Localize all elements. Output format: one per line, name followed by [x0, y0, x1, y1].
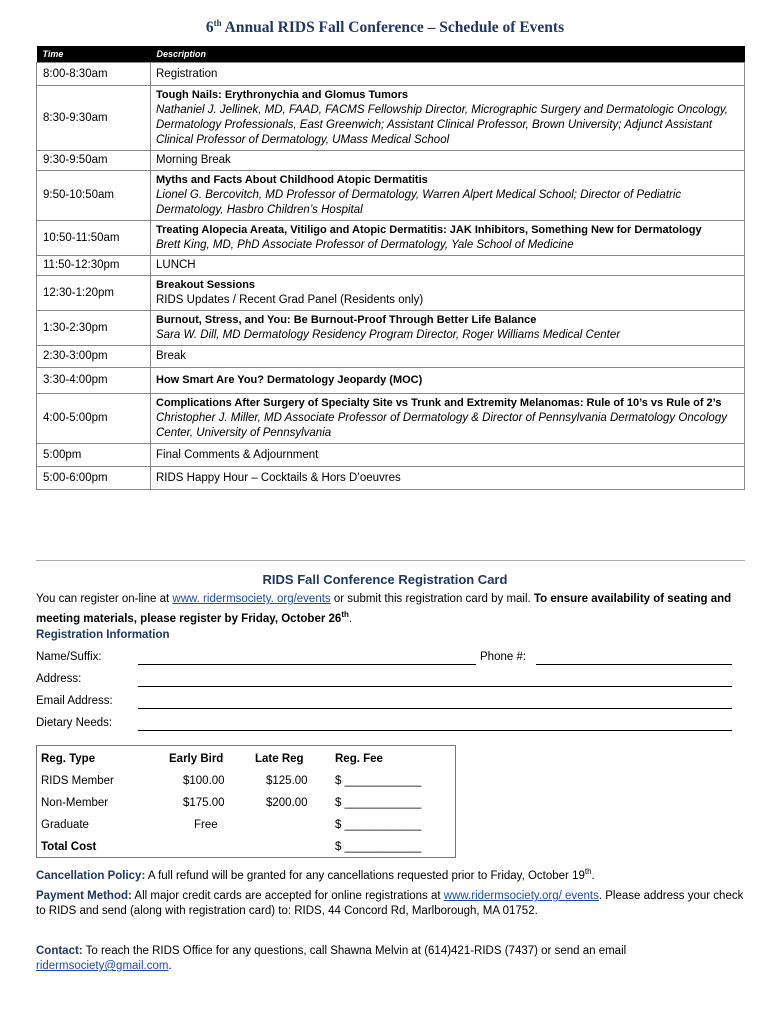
table-row: 2:30-3:00pm Break — [37, 346, 745, 368]
speaker: Lionel G. Bercovitch, MD Professor of Dermatology, Warren Alpert Medical School; Director of Pediatric Dermatology, Hasbro Children’s Hospital — [156, 189, 682, 216]
table-row: 9:50-10:50am Myths and Facts About Childhood Atopic Dermatitis Lionel G. Bercovitch, MD Professor of Dermatology, Warren Alpert Medical School; Director of Pediatric Dermatology, Hasbro Children’s Hospital — [37, 171, 745, 221]
talk-title: Tough Nails: Erythronychia and Glomus Tumors — [156, 89, 409, 101]
speaker: Nathaniel J. Jellinek, MD, FAAD, FACMS Fellowship Director, Micrographic Surgery and Dermatologic Oncology, Dermatology Professionals, East Greenwich; Assistant Clinical Professor, Brown University; Adjunct Assistant Clinical Professor of Dermatology, UMass Medical School — [156, 104, 729, 146]
table-row: 8:30-9:30am Tough Nails: Erythronychia and Glomus Tumors Nathaniel J. Jellinek, MD, FAAD, FACMS Fellowship Director, Micrographic Surgery and Dermatologic Oncology, Dermatology Professionals, East Greenwich; Assistant Clinical Professor, Brown University; Adjunct Assistant Clinical Professor of Dermatology, UMass Medical School — [37, 86, 745, 151]
table-row: RIDS Member $100.00 $125.00 $ ____________ — [41, 775, 422, 787]
cancellation-policy: Cancellation Policy: A full refund will be granted for any cancellations requested prior to Friday, October 19th. — [36, 867, 595, 882]
speaker: Sara W. Dill, MD Dermatology Residency Program Director, Roger Williams Medical Center — [156, 329, 621, 341]
talk-title: Burnout, Stress, and You: Be Burnout-Proof Through Better Life Balance — [156, 314, 537, 326]
speaker: Christopher J. Miller, MD Associate Professor of Dermatology & Director of Pennsylvania Dermatology Oncology Center, University of Pennsylvania — [156, 412, 727, 439]
address-field[interactable] — [138, 685, 732, 687]
schedule-header-row — [37, 46, 745, 63]
table-row: 9:30-9:50am Morning Break — [37, 151, 745, 171]
speaker: Brett King, MD, PhD Associate Professor of Dermatology, Yale School of Medicine — [156, 239, 574, 251]
total-row: Total Cost $ ____________ — [41, 841, 422, 853]
contact-email-link[interactable]: ridermsociety@gmail.com — [36, 960, 169, 972]
talk-title: Breakout Sessions — [156, 279, 256, 291]
table-row: 11:50-12:30pm LUNCH — [37, 256, 745, 276]
phone-field[interactable] — [536, 663, 732, 665]
fee-table — [36, 745, 456, 858]
name-label: Name/Suffix: — [36, 651, 102, 663]
fee-input[interactable]: $ ____________ — [335, 775, 422, 787]
talk-title: Complications After Surgery of Specialty Site vs Trunk and Extremity Melanomas: Rule of 10’s vs Rule of 2’s — [156, 397, 722, 409]
payment-method: Payment Method: All major credit cards are accepted for online registrations at www.ridermsociety.org/ events. Please address your check to RIDS and send (along with registration card) to: RIDS, 44 Concord Rd, Marlborough, MA 01752. — [36, 890, 744, 917]
table-row: 10:50-11:50am Treating Alopecia Areata, Vitiligo and Atopic Dermatitis: JAK Inhibitors, Something New for Dermatology Brett King, MD, PhD Associate Professor of Dermatology, Yale School of Medicine — [37, 221, 745, 256]
talk-title: Myths and Facts About Childhood Atopic Dermatitis — [156, 174, 428, 186]
payment-link[interactable]: www.ridermsociety.org/ events — [443, 890, 599, 902]
register-link[interactable]: www. ridermsociety. org/events — [172, 593, 331, 605]
dietary-label: Dietary Needs: — [36, 717, 113, 729]
section-divider — [36, 560, 745, 561]
table-row: 1:30-2:30pm Burnout, Stress, and You: Be Burnout-Proof Through Better Life Balance Sara W. Dill, MD Dermatology Residency Program Director, Roger Williams Medical Center — [37, 311, 745, 346]
dietary-field[interactable] — [138, 729, 732, 731]
name-field[interactable] — [138, 663, 476, 665]
table-row: 4:00-5:00pm Complications After Surgery of Specialty Site vs Trunk and Extremity Melanomas: Rule of 10’s vs Rule of 2’s Christopher J. Miller, MD Associate Professor of Dermatology & Director of Pennsylvania Dermatology Oncology Center, University of Pennsylvania — [37, 394, 745, 444]
session-note: RIDS Updates / Recent Grad Panel (Residents only) — [156, 294, 424, 306]
page-title: 6th Annual RIDS Fall Conference – Schedule of Events — [205, 18, 565, 37]
phone-label: Phone #: — [480, 651, 527, 663]
description-header: Description — [151, 46, 745, 63]
email-label: Email Address: — [36, 695, 113, 707]
table-row: Non-Member $175.00 $200.00 $ ____________ — [41, 797, 422, 809]
talk-title: How Smart Are You? Dermatology Jeopardy (MOC) — [156, 374, 423, 386]
table-row: 12:30-1:20pm Breakout Sessions RIDS Updates / Recent Grad Panel (Residents only) — [37, 276, 745, 311]
contact-info: Contact: To reach the RIDS Office for any questions, call Shawna Melvin at (614)421-RIDS (7437) or send an email ridermsociety@gmail.com. — [36, 945, 627, 972]
fee-input[interactable]: $ ____________ — [335, 819, 422, 831]
total-input[interactable]: $ ____________ — [335, 841, 422, 853]
table-row: 5:00-6:00pm RIDS Happy Hour – Cocktails & Hors D’oeuvres — [37, 467, 745, 490]
table-row: 8:00-8:30am Registration — [37, 63, 745, 86]
fee-header-row: Reg. Type Early Bird Late Reg Reg. Fee — [41, 753, 383, 765]
registration-intro: You can register on-line at www. ridermsociety. org/events or submit this registration card by mail. To ensure availability of seating and meeting materials, please register by Friday, October 26th. — [36, 593, 732, 625]
schedule-table — [36, 46, 745, 490]
talk-title: Treating Alopecia Areata, Vitiligo and Atopic Dermatitis: JAK Inhibitors, Something New for Dermatology — [156, 224, 702, 236]
time-header: Time — [37, 46, 151, 63]
registration-title: RIDS Fall Conference Registration Card — [262, 572, 508, 587]
address-label: Address: — [36, 673, 82, 685]
table-row: 5:00pm Final Comments & Adjournment — [37, 444, 745, 467]
fee-input[interactable]: $ ____________ — [335, 797, 422, 809]
email-field[interactable] — [138, 707, 732, 709]
table-row: 3:30-4:00pm How Smart Are You? Dermatology Jeopardy (MOC) — [37, 368, 745, 394]
registration-info-heading: Registration Information — [36, 629, 170, 641]
table-row: Graduate Free $ ____________ — [41, 819, 422, 831]
